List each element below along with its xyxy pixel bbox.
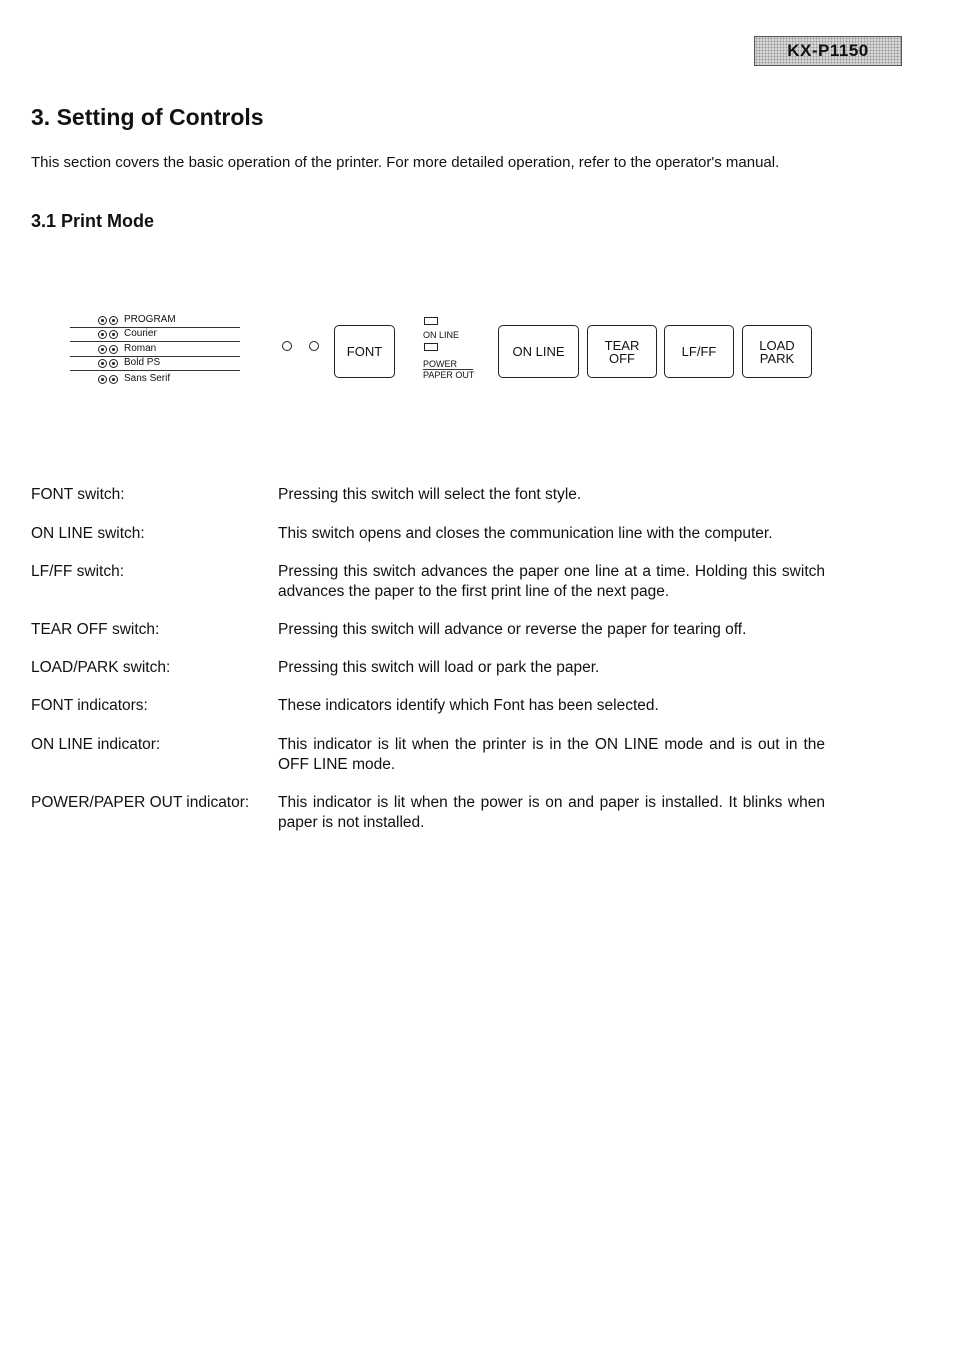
font-row [70,328,240,343]
led-icon [98,330,107,339]
led-icon [109,330,118,339]
description-text: Pressing this switch will select the font style. [278,486,582,503]
subsection-title: 3.1 Print Mode [31,211,155,231]
description-term: FONT indicators: [31,697,148,714]
font-row [70,313,240,328]
model-badge: KX-P1150 [754,36,902,66]
led-icon [109,359,118,368]
power-led-icon [424,343,438,351]
font-key-label: FONT [346,344,383,359]
description-term: FONT switch: [31,486,125,503]
tear-off-key[interactable] [587,325,657,378]
font-row [70,357,240,372]
lf-ff-key-label: LF/FF [681,344,717,359]
font-led-pair [70,359,124,370]
online-key-label: ON LINE [512,344,565,359]
font-name: PROGRAM [124,313,176,325]
tear-off-key-label-line1: TEAR [604,337,640,353]
led-icon [98,359,107,368]
description-text: Pressing this switch will advance or reverse the paper for tearing off. [278,621,747,638]
led-icon [109,316,118,325]
description-term: TEAR OFF switch: [31,621,160,638]
font-row [70,342,240,357]
led-icon [98,316,107,325]
led-icon [109,375,118,384]
font-row [70,371,240,386]
font-name: Courier [124,328,157,339]
font-led-pair [70,375,124,386]
online-led-label: ON LINE [423,330,460,340]
font-indicator-table [70,313,240,386]
tear-off-key-label-line2: OFF [609,350,635,366]
online-led-icon [424,317,438,325]
led-icon [98,345,107,354]
section-title: 3. Setting of Controls [31,104,264,130]
description-text: Pressing this switch will load or park the paper. [278,659,600,676]
description-term: ON LINE indicator: [31,736,161,753]
load-park-key[interactable] [742,325,812,378]
description-term: ON LINE switch: [31,525,145,542]
description-text: This indicator is lit when the printer is in the ON LINE mode and is out in the OFF LINE mode. [278,736,825,773]
led-icon [98,375,107,384]
font-name: Bold PS [124,357,161,368]
description-text: This indicator is lit when the power is on and paper is installed. It blinks when paper is not installed. [278,794,825,831]
load-park-key-label-line1: LOAD [759,337,795,353]
intro-paragraph: This section covers the basic operation of the printer. For more detailed operation, refer to the operator's manual. [31,154,780,171]
font-led-left-icon [282,341,292,351]
font-led-pair [70,330,124,341]
led-icon [109,345,118,354]
description-term: LF/FF switch: [31,563,125,580]
description-text: Pressing this switch advances the paper one line at a time. Holding this switch advances the paper to the first print line of the next page. [278,563,825,600]
online-key[interactable] [498,325,579,378]
paper-out-led-label: PAPER OUT [423,370,475,380]
description-term: POWER/PAPER OUT indicator: [31,794,250,811]
load-park-key-label-line2: PARK [759,350,795,366]
description-text: This switch opens and closes the communication line with the computer. [278,525,773,542]
font-led-right-icon [309,341,319,351]
description-term: LOAD/PARK switch: [31,659,171,676]
font-led-pair [70,316,124,327]
font-name: Sans Serif [124,372,171,384]
lf-ff-key[interactable] [664,325,734,378]
font-name: Roman [124,342,157,354]
description-text: These indicators identify which Font has been selected. [278,697,659,714]
font-led-pair [70,345,124,356]
power-led-label: POWER [423,359,458,369]
font-key[interactable] [334,325,395,378]
